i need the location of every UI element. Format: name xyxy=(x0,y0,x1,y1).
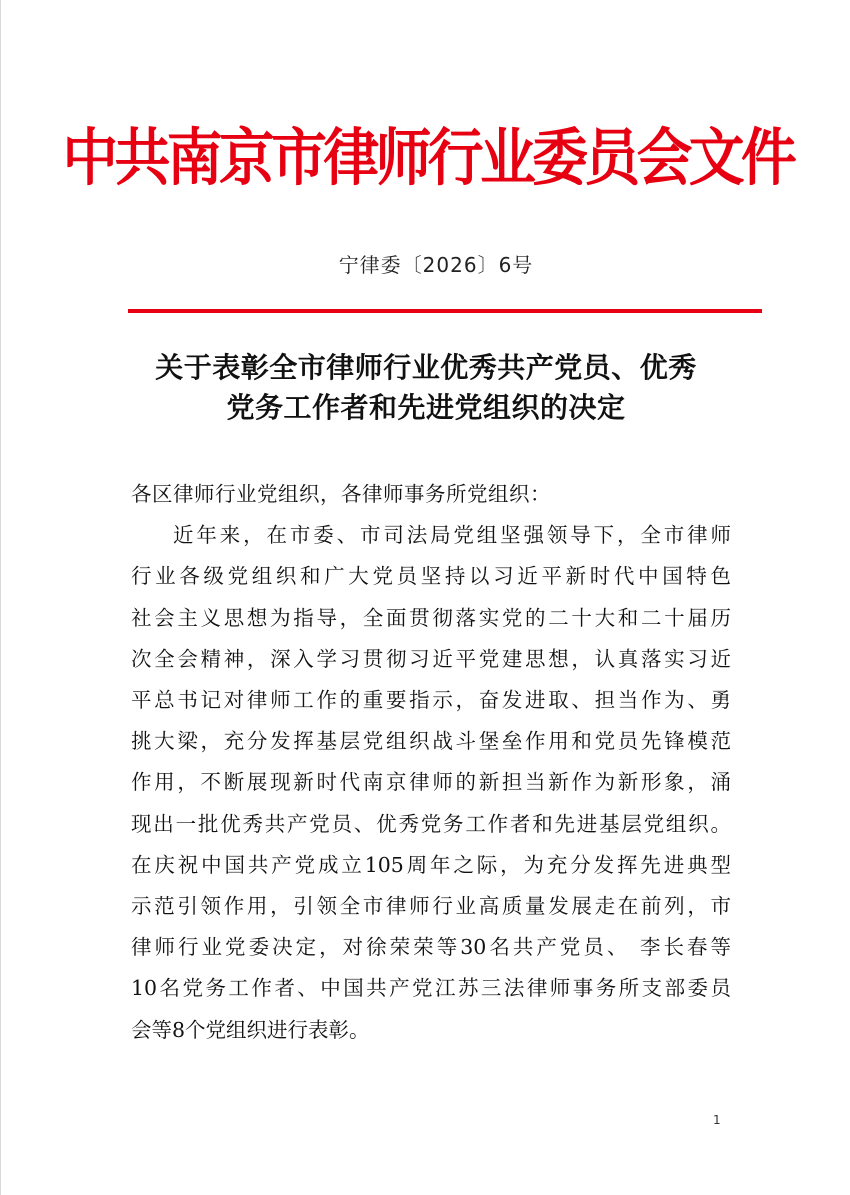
body-line: 近年来，在市委、市司法局党组坚强领导下，全市律师 xyxy=(173,523,731,548)
title-line-2: 党务工作者和先进党组织的决定 xyxy=(226,391,626,424)
red-separator-rule xyxy=(128,309,762,313)
body-line: 行业各级党组织和广大党员坚持以习近平新时代中国特色 xyxy=(131,564,731,589)
body-line: 平总书记对律师工作的重要指示，奋发进取、担当作为、勇 xyxy=(131,688,731,713)
document-title xyxy=(101,348,751,428)
body-line: 10名党务工作者、中国共产党江苏三法律师事务所支部委员 xyxy=(131,976,731,1001)
document-body xyxy=(131,474,731,1051)
body-line: 社会主义思想为指导，全面贯彻落实党的二十大和二十届历 xyxy=(131,605,731,630)
body-line: 会等8个党组织进行表彰。 xyxy=(131,1017,370,1042)
body-line: 律师行业党委决定，对徐荣荣等30名共产党员、 李长春等 xyxy=(131,935,731,960)
issuing-organization-header: 中共南京市律师行业委员会文件 xyxy=(62,121,794,194)
title-line-1: 关于表彰全市律师行业优秀共产党员、优秀 xyxy=(155,351,697,384)
page-number: 1 xyxy=(713,1113,721,1127)
body-line: 现出一批优秀共产党员、优秀党务工作者和先进基层党组织。 xyxy=(131,811,731,836)
body-line: 挑大梁，充分发挥基层党组织战斗堡垒作用和党员先锋模范 xyxy=(131,729,731,754)
body-line: 在庆祝中国共产党成立105周年之际，为充分发挥先进典型 xyxy=(131,852,731,877)
body-line: 作用，不断展现新时代南京律师的新担当新作为新形象，涌 xyxy=(131,770,731,795)
salutation: 各区律师行业党组织，各律师事务所党组织： xyxy=(131,482,551,506)
document-number: 宁律委〔2026〕6号 xyxy=(338,253,534,277)
body-line: 示范引领作用，引领全市律师行业高质量发展走在前列，市 xyxy=(131,894,731,919)
body-line: 次全会精神，深入学习贯彻习近平党建思想，认真落实习近 xyxy=(131,646,731,671)
